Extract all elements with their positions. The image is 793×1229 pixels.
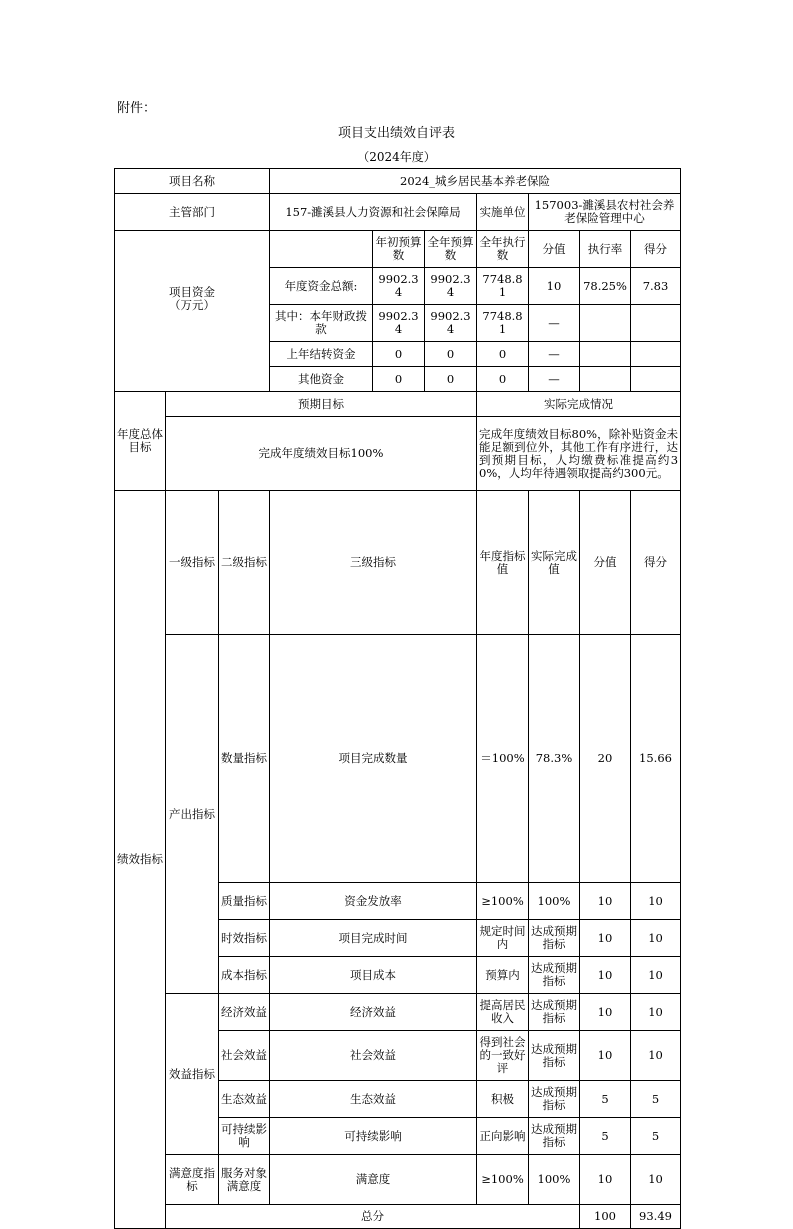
level2: 成本指标 [219,957,270,994]
funds-got [631,305,681,342]
funds-got [631,342,681,367]
col-full-exec: 全年执行数 [477,231,529,268]
score: 10 [580,994,631,1031]
score: 10 [580,920,631,957]
score: 10 [580,883,631,920]
col-full-budget: 全年预算数 [425,231,477,268]
funds-row-label: 上年结转资金 [270,342,373,367]
actual: 达成预期指标 [529,1081,580,1118]
expected-goal: 完成年度绩效目标100% [166,417,477,491]
funds-exec: 7748.81 [477,305,529,342]
got: 10 [631,920,681,957]
attachment-label: 附件： [117,101,157,116]
funds-exec: 0 [477,342,529,367]
actual: 100% [529,883,580,920]
report-year: （2024年度） [357,150,436,164]
target: ≥100% [477,1155,529,1205]
target: 积极 [477,1081,529,1118]
level1-satisfaction: 满意度指标 [166,1155,219,1205]
level2: 时效指标 [219,920,270,957]
got: 10 [631,883,681,920]
level2: 生态效益 [219,1081,270,1118]
got: 10 [631,994,681,1031]
funds-row-label: 年度资金总额: [270,268,373,305]
actual: 达成预期指标 [529,957,580,994]
funds-full: 9902.34 [425,268,477,305]
level2: 经济效益 [219,994,270,1031]
level1-output: 产出指标 [166,635,219,994]
score: 5 [580,1118,631,1155]
level2: 服务对象满意度 [219,1155,270,1205]
funds-rate [580,342,631,367]
target: ＝100% [477,635,529,883]
actual: 达成预期指标 [529,1031,580,1081]
goals-section-label: 年度总体目标 [115,392,166,491]
target: 预算内 [477,957,529,994]
project-name: 2024_城乡居民基本养老保险 [270,169,681,194]
funds-section-label [115,231,270,392]
level3: 项目成本 [270,957,477,994]
indicator-row [115,1155,681,1205]
score: 10 [580,1031,631,1081]
funds-label-text: 项目资金 （万元） [169,285,215,312]
score: 20 [580,635,631,883]
col-level1: 一级指标 [166,491,219,635]
level3: 社会效益 [270,1031,477,1081]
col-funds-score: 分值 [529,231,580,268]
funds-got: 7.83 [631,268,681,305]
funds-initial: 0 [373,367,425,392]
col-level2: 二级指标 [219,491,270,635]
target: 提高居民收入 [477,994,529,1031]
target: 得到社会的一致好评 [477,1031,529,1081]
col-level3: 三级指标 [270,491,477,635]
indicator-row [115,994,681,1031]
actual: 78.3% [529,635,580,883]
target: 正向影响 [477,1118,529,1155]
self-evaluation-table [114,168,681,1229]
funds-rate [580,367,631,392]
col-target: 年度指标值 [477,491,529,635]
col-initial-budget: 年初预算数 [373,231,425,268]
col-ind-score: 分值 [580,491,631,635]
funds-full: 0 [425,367,477,392]
got: 10 [631,957,681,994]
indicators-section-label: 绩效指标 [115,491,166,1229]
level3: 可持续影响 [270,1118,477,1155]
total-got: 93.49 [631,1205,681,1229]
funds-full: 9902.34 [425,305,477,342]
actual: 100% [529,1155,580,1205]
score: 10 [580,957,631,994]
funds-header-blank [270,231,373,268]
got: 5 [631,1118,681,1155]
funds-initial: 0 [373,342,425,367]
actual: 达成预期指标 [529,920,580,957]
funds-initial: 9902.34 [373,268,425,305]
level1-benefit: 效益指标 [166,994,219,1155]
level3: 经济效益 [270,994,477,1031]
level3: 项目完成时间 [270,920,477,957]
actual: 达成预期指标 [529,1118,580,1155]
total-score: 100 [580,1205,631,1229]
funds-score: 10 [529,268,580,305]
level3: 满意度 [270,1155,477,1205]
funds-score: — [529,305,580,342]
dept-label: 主管部门 [115,194,270,231]
funds-row-label: 其中：本年财政拨款 [270,305,373,342]
dept-value: 157-濉溪县人力资源和社会保障局 [270,194,477,231]
actual-goal: 完成年度绩效目标80%，除补贴资金未能足额到位外，其他工作有序进行，达到预期目标，人均缴费标准提高约30%，人均年待遇领取提高约300元。 [477,417,681,491]
total-row [115,1205,681,1229]
project-name-label: 项目名称 [115,169,270,194]
level2: 可持续影响 [219,1118,270,1155]
target: 规定时间内 [477,920,529,957]
funds-row-label: 其他资金 [270,367,373,392]
col-exec-rate: 执行率 [580,231,631,268]
col-ind-got: 得分 [631,491,681,635]
level2: 数量指标 [219,635,270,883]
score: 5 [580,1081,631,1118]
impl-label: 实施单位 [477,194,529,231]
total-label: 总分 [166,1205,580,1229]
actual-goal-header: 实际完成情况 [477,392,681,417]
funds-rate: 78.25% [580,268,631,305]
col-actual: 实际完成值 [529,491,580,635]
got: 5 [631,1081,681,1118]
indicator-row [115,635,681,883]
score: 10 [580,1155,631,1205]
got: 10 [631,1031,681,1081]
got: 15.66 [631,635,681,883]
level3: 项目完成数量 [270,635,477,883]
funds-rate [580,305,631,342]
funds-score: — [529,367,580,392]
page-title: 项目支出绩效自评表 [337,126,455,141]
funds-score: — [529,342,580,367]
got: 10 [631,1155,681,1205]
level2: 质量指标 [219,883,270,920]
expected-goal-header: 预期目标 [166,392,477,417]
target: ≥100% [477,883,529,920]
funds-exec: 7748.81 [477,268,529,305]
impl-value: 157003-濉溪县农村社会养老保险管理中心 [529,194,681,231]
level3: 资金发放率 [270,883,477,920]
actual: 达成预期指标 [529,994,580,1031]
col-funds-got: 得分 [631,231,681,268]
level3: 生态效益 [270,1081,477,1118]
funds-full: 0 [425,342,477,367]
funds-got [631,367,681,392]
funds-exec: 0 [477,367,529,392]
funds-initial: 9902.34 [373,305,425,342]
level2: 社会效益 [219,1031,270,1081]
